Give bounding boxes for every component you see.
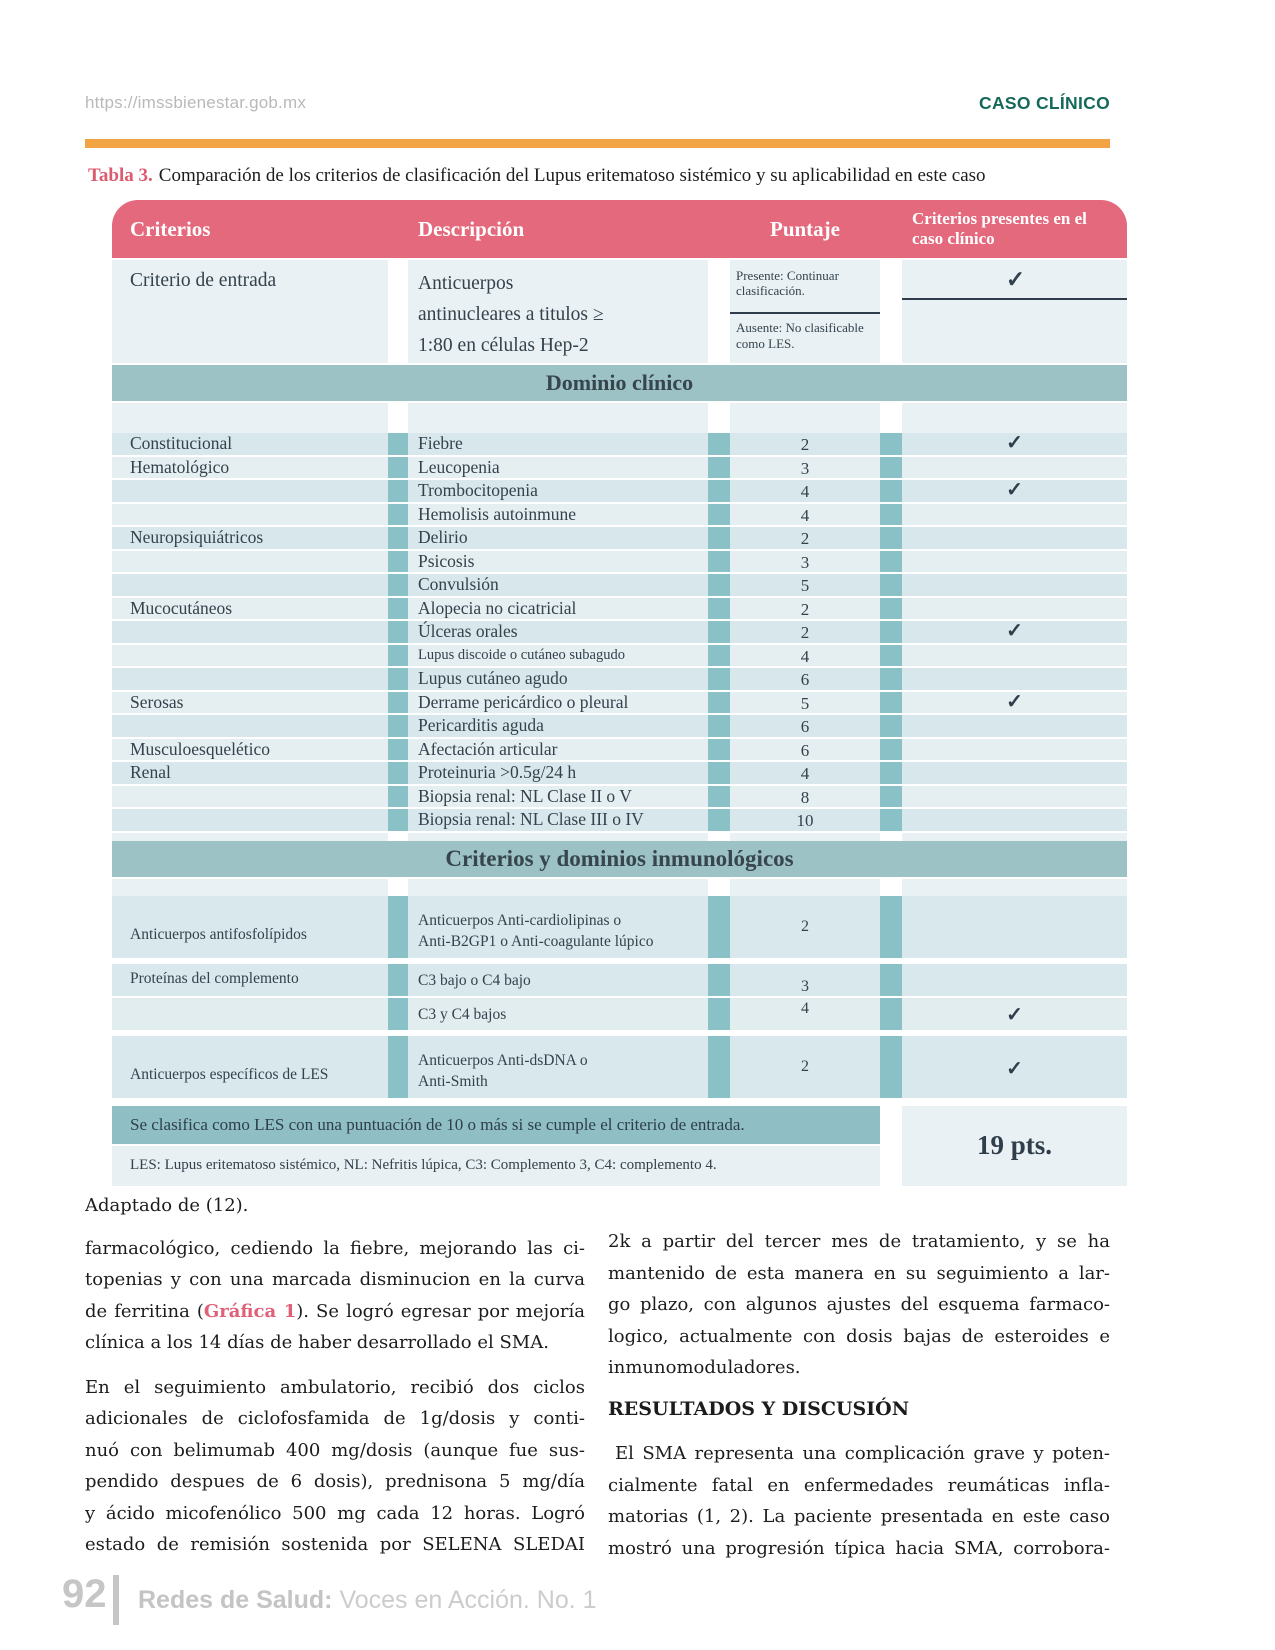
classification-note: Se clasifica como LES con una puntuación de 10 o más si se cumple el criterio de entrada. [112,1106,880,1144]
check-cell [902,668,1127,690]
row-marker [880,739,902,761]
domain-cell [112,668,388,690]
row-marker [388,574,408,596]
row-marker [880,480,902,502]
row-marker [708,480,730,502]
paragraph-line: mostró una progresión típica hacia SMA, corrobora- [608,1537,1110,1559]
row-marker [388,504,408,526]
paragraph-line: clínica a los 14 días de haber desarrollado el SMA. [85,1332,549,1353]
score-cell: 4 [730,645,880,667]
footer-divider [113,1575,119,1625]
abbreviations-note: LES: Lupus eritematoso sistémico, NL: Nefritis lúpica, C3: Complemento 3, C4: complemento 4. [112,1146,880,1186]
paragraph-line: 2k a partir del tercer mes de tratamiento, y se ha [608,1231,1110,1252]
desc-cell: Psicosis [408,551,708,573]
header-cell-criterios: Criterios [130,216,211,241]
row-marker [880,998,902,1030]
score-cell: 6 [730,668,880,690]
desc-cell: Biopsia renal: NL Clase III o IV [408,809,708,831]
check-cell [902,457,1127,479]
row-marker [880,504,902,526]
table-row [112,433,1127,455]
row-marker [388,621,408,643]
row-marker [880,896,902,958]
paragraph-line: y ácido micofenólico 500 mg cada 12 horas. Logró [85,1502,585,1524]
score-cell: 2 [730,598,880,620]
desc-cell: Convulsión [408,574,708,596]
paragraph-line: pendido despues de 6 dosis), prednisona 5 mg/día [85,1471,585,1492]
table-row [112,896,1127,958]
table-row [112,1036,1127,1098]
row-marker [880,715,902,737]
domain-cell: Criterio de entrada [112,260,388,363]
paragraph-line: inmunomoduladores. [608,1357,801,1378]
domain-cell [112,998,388,1030]
paragraph-line: topenias y con una marcada disminucion en la curva [85,1269,585,1290]
row-marker [708,715,730,737]
row-marker [708,645,730,667]
page-number: 92 [62,1572,107,1616]
row-marker [388,480,408,502]
check-cell [902,574,1127,596]
desc-cell: Delirio [408,527,708,549]
row-marker [708,574,730,596]
desc-cell: Proteinuria >0.5g/24 h [408,762,708,784]
score-cell: 8 [730,786,880,808]
presente-note: Presente: Continuar clasificación. [730,260,880,314]
row-marker [880,551,902,573]
row-marker [708,739,730,761]
check-cell [902,786,1127,808]
paragraph-line: de ferritina (Gráfica 1). Se logró egresar por mejoría [85,1300,585,1322]
score-cell: 6 [730,715,880,737]
check-cell: ✓ [902,480,1127,502]
table-header-row [112,200,1127,258]
table-row [112,762,1127,784]
row-marker [388,964,408,996]
row-marker [388,998,408,1030]
desc-cell: Anticuerpos Anti-dsDNA o Anti-Smith [408,1036,708,1098]
table-row [112,645,1127,667]
check-cell [902,715,1127,737]
desc-cell: Lupus cutáneo agudo [408,668,708,690]
domain-cell: Musculoesquelético [112,739,388,761]
score-cell: 4 [730,998,880,1030]
score-cell: 4 [730,762,880,784]
domain-cell: Anticuerpos específicos de LES [112,1036,388,1098]
paragraph-line: estado de remisión sostenida por SELENA SLEDAI [85,1534,585,1555]
domain-cell: Hematológico [112,457,388,479]
table-row [112,504,1127,526]
check-cell: ✓ [902,621,1127,643]
table-row [112,715,1127,737]
header-cell-descripcion: Descripción [418,216,525,241]
paragraph-line: nuó con belimumab 400 mg/dosis (aunque fue sus- [85,1439,585,1461]
row-marker [880,1036,902,1098]
domain-cell [112,715,388,737]
check-cell: ✓ [902,433,1127,455]
domain-cell [112,551,388,573]
row-marker [388,551,408,573]
row-marker [708,692,730,714]
desc-cell: Afectación articular [408,739,708,761]
domain-cell [112,786,388,808]
table-footer [112,1106,1127,1186]
grafica-1-reference: Gráfica 1 [203,1300,297,1322]
row-marker [708,668,730,690]
section-label: CASO CLÍNICO [979,93,1110,113]
score-cell: 3 [730,964,880,996]
table-row [112,457,1127,479]
score-cell: 2 [730,896,880,958]
section-band-dominio-clinico: Dominio clínico [112,365,1127,401]
table-row [112,668,1127,690]
row-marker [880,527,902,549]
score-cell: 2 [730,433,880,455]
classification-table [112,200,1127,1186]
row-marker [708,998,730,1030]
score-cell: 6 [730,739,880,761]
score-cell: 4 [730,480,880,502]
domain-cell: Constitucional [112,433,388,455]
row-marker [708,896,730,958]
domain-cell: Anticuerpos antifosfolípidos [112,896,388,958]
score-cell: 10 [730,809,880,831]
domain-cell: Renal [112,762,388,784]
row-marker [708,762,730,784]
score-cell: 3 [730,457,880,479]
score-cell: 4 [730,504,880,526]
row-marker [880,809,902,831]
spacer-row [112,403,1127,433]
table-caption [88,165,1158,187]
row-marker [388,896,408,958]
row-marker [388,645,408,667]
table-row [112,809,1127,831]
check-cell [902,527,1127,549]
paragraph-line: farmacológico, cediendo la fiebre, mejorando las ci- [85,1237,585,1259]
score-cell: 2 [730,621,880,643]
section-band-inmunologicos: Criterios y dominios inmunológicos [112,841,1127,877]
row-marker [880,574,902,596]
score-cell: 5 [730,692,880,714]
check-cell [902,551,1127,573]
desc-cell: Úlceras orales [408,621,708,643]
table-row [112,480,1127,502]
table-row [112,739,1127,761]
paragraph-line: cialmente fatal en enfermedades reumáticas infla- [608,1474,1110,1496]
desc-cell: Fiebre [408,433,708,455]
row-marker [388,715,408,737]
journal-title: Redes de Salud: Voces en Acción. No. 1 [138,1586,597,1614]
check-cell [902,896,1127,958]
table-row [112,551,1127,573]
table-row [112,621,1127,643]
domain-cell [112,574,388,596]
row-marker [880,692,902,714]
desc-cell: Leucopenia [408,457,708,479]
desc-cell: Pericarditis aguda [408,715,708,737]
row-marker [708,527,730,549]
table-row [112,998,1127,1030]
score-cell: 2 [730,1036,880,1098]
row-marker [388,762,408,784]
row-marker [388,786,408,808]
desc-cell: Anticuerpos antinucleares a titulos ≥ 1:80 en células Hep-2 [408,260,708,363]
table-row [112,574,1127,596]
row-marker [708,457,730,479]
desc-cell: Derrame pericárdico o pleural [408,692,708,714]
row-marker [708,598,730,620]
left-column [85,1190,585,1561]
check-cell [902,964,1127,996]
table-caption-text: Comparación de los criterios de clasificación del Lupus eritematoso sistémico y su aplicabilidad en este caso [158,165,986,186]
row-marker [880,433,902,455]
row-marker [708,504,730,526]
paragraph-line: matorias (1, 2). La paciente presentada en este caso [608,1506,1110,1527]
table-row [112,786,1127,808]
row-marker [388,457,408,479]
row-marker [388,527,408,549]
score-cell [730,260,880,363]
check-cell: ✓ [902,998,1127,1030]
header-cell-puntaje: Puntaje [770,216,840,241]
row-marker [388,1036,408,1098]
check-cell [902,598,1127,620]
spacer-row [112,879,1127,896]
domain-cell: Mucocutáneos [112,598,388,620]
row-marker [880,457,902,479]
row-marker [708,786,730,808]
row-marker [708,964,730,996]
paragraph-line: adicionales de ciclofosfamida de 1g/dosis y conti- [85,1408,585,1429]
check-icon: ✓ [902,260,1127,300]
desc-cell: Biopsia renal: NL Clase II o V [408,786,708,808]
row-marker [880,786,902,808]
table-row [112,598,1127,620]
row-marker [708,621,730,643]
row-marker [708,433,730,455]
table-caption-label: Tabla 3. [88,165,153,186]
desc-cell: Lupus discoide o cutáneo subagudo [408,645,708,667]
score-cell: 3 [730,551,880,573]
paragraph-line: go plazo, con algunos ajustes del esquema farmaco- [608,1294,1110,1315]
ausente-note: Ausente: No clasificable como LES. [736,320,864,351]
entry-criterion-row [112,260,1127,363]
desc-cell: C3 bajo o C4 bajo [408,964,708,996]
table-row [112,964,1127,996]
domain-cell [112,645,388,667]
row-marker [388,692,408,714]
check-cell [902,504,1127,526]
row-marker [880,598,902,620]
desc-cell: Hemolisis autoinmune [408,504,708,526]
row-marker [880,762,902,784]
paragraph-line: mantenido de esta manera en su seguimiento a lar- [608,1262,1110,1284]
paragraph-line: logico, actualmente con dosis bajas de esteroides e [608,1325,1110,1347]
paragraph-line: El SMA representa una complicación grave y poten- [615,1443,1110,1464]
domain-cell: Neuropsiquiátricos [112,527,388,549]
domain-cell [112,504,388,526]
row-marker [388,809,408,831]
desc-cell: Alopecia no cicatricial [408,598,708,620]
source-url: https://imssbienestar.gob.mx [85,93,307,112]
domain-cell [112,480,388,502]
domain-cell: Serosas [112,692,388,714]
row-marker [388,598,408,620]
score-cell: 2 [730,527,880,549]
check-cell: ✓ [902,1036,1127,1098]
domain-cell: Proteínas del complemento [112,964,388,996]
row-marker [388,739,408,761]
check-cell: ✓ [902,692,1127,714]
header-cell-presentes: Criterios presentes en el caso clínico [912,209,1087,248]
spacer-row [112,833,1127,841]
check-cell [902,260,1127,363]
check-cell [902,645,1127,667]
row-marker [388,668,408,690]
divider-bar [85,139,1110,148]
row-marker [880,621,902,643]
desc-cell: C3 y C4 bajos [408,998,708,1030]
row-marker [708,551,730,573]
row-marker [708,809,730,831]
desc-cell: Anticuerpos Anti-cardiolipinas o Anti-B2GP1 o Anti-coagulante lúpico [408,896,708,958]
row-marker [388,433,408,455]
paragraph-line: En el seguimiento ambulatorio, recibió dos ciclos [85,1376,585,1398]
row-marker [880,645,902,667]
row-marker [880,668,902,690]
row-marker [880,964,902,996]
score-cell: 5 [730,574,880,596]
adapted-note: Adaptado de (12). [85,1195,249,1216]
domain-cell [112,809,388,831]
check-cell [902,809,1127,831]
domain-cell [112,621,388,643]
desc-cell: Trombocitopenia [408,480,708,502]
total-points: 19 pts. [902,1106,1127,1186]
row-marker [708,1036,730,1098]
table-row [112,692,1127,714]
clinical-rows [112,433,1127,831]
right-column [608,1226,1110,1564]
check-cell [902,762,1127,784]
table-row [112,527,1127,549]
check-cell [902,739,1127,761]
results-heading: RESULTADOS Y DISCUSIÓN [608,1397,910,1420]
